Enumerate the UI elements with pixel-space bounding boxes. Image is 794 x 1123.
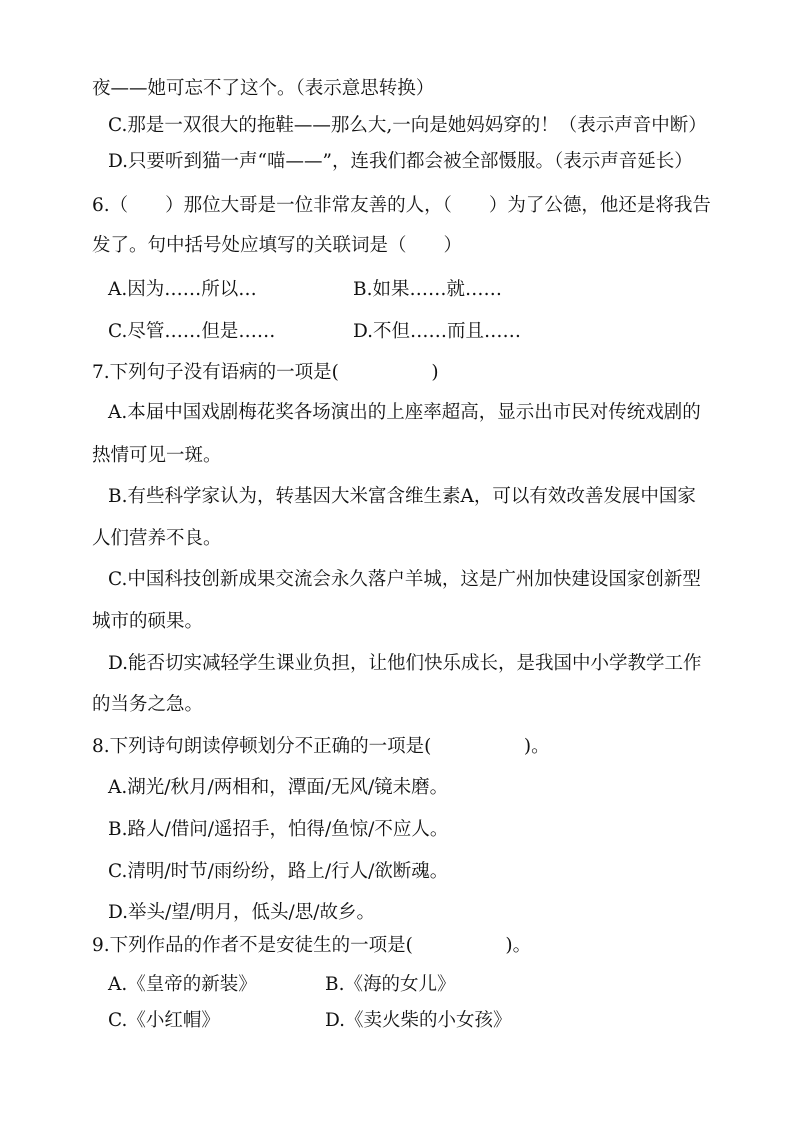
q9-stem: 9.下列作品的作者不是安徒生的一项是( )。 bbox=[92, 935, 532, 956]
q8-option-b: B.路人/借问/遥招手，怕得/鱼惊/不应人。 bbox=[108, 819, 449, 840]
q6-option-a: A.因为……所以… bbox=[108, 279, 257, 300]
q7-option-d-line-1: D.能否切实减轻学生课业负担，让他们快乐成长，是我国中小学教学工作 bbox=[108, 653, 702, 674]
q6-stem-line-1: 6.（ ）那位大哥是一位非常友善的人，（ ）为了公德，他还是将我告 bbox=[92, 195, 711, 216]
q6-option-c: C.尽管……但是…… bbox=[108, 321, 276, 342]
q9-option-c: C.《小红帽》 bbox=[108, 1010, 220, 1031]
q8-option-a: A.湖光/秋月/两相和，潭面/无风/镜未磨。 bbox=[108, 777, 449, 798]
q7-option-c-line-1: C.中国科技创新成果交流会永久落户羊城，这是广州加快建设国家创新型 bbox=[108, 569, 701, 590]
q7-option-a-line-1: A.本届中国戏剧梅花奖各场演出的上座率超高，显示出市民对传统戏剧的 bbox=[108, 402, 701, 423]
q8-option-d: D.举头/望/明月，低头/思/故乡。 bbox=[108, 902, 375, 923]
q7-option-c-line-2: 城市的硕果。 bbox=[92, 611, 204, 632]
q7-stem: 7.下列句子没有语病的一项是( ) bbox=[92, 362, 439, 383]
q9-option-b: B.《海的女儿》 bbox=[325, 974, 456, 995]
q7-option-a-line-2: 热情可见一斑。 bbox=[92, 445, 222, 466]
q5-option-c: C.那是一双很大的拖鞋——那么大,一向是她妈妈穿的！（表示声音中断） bbox=[108, 115, 707, 136]
q5-option-d: D.只要听到猫一声“喵——”，连我们都会被全部慑服。（表示声音延长） bbox=[108, 151, 693, 172]
q8-option-c: C.清明/时节/雨纷纷，路上/行人/欲断魂。 bbox=[108, 861, 449, 882]
q5-continuation-line: 夜——她可忘不了这个。（表示意思转换） bbox=[92, 78, 435, 99]
q9-option-a: A.《皇帝的新装》 bbox=[108, 974, 257, 995]
q6-option-d: D.不但……而且…… bbox=[353, 321, 522, 342]
q8-stem: 8.下列诗句朗读停顿划分不正确的一项是( )。 bbox=[92, 736, 550, 757]
q6-stem-line-2: 发了。句中括号处应填写的关联词是（ ） bbox=[92, 235, 463, 256]
q7-option-b-line-1: B.有些科学家认为，转基因大米富含维生素A，可以有效改善发展中国家 bbox=[108, 486, 696, 507]
q9-option-d: D.《卖火柴的小女孩》 bbox=[325, 1010, 512, 1031]
q7-option-d-line-2: 的当务之急。 bbox=[92, 694, 204, 715]
q6-option-b: B.如果……就…… bbox=[353, 279, 502, 300]
q7-option-b-line-2: 人们营养不良。 bbox=[92, 528, 222, 549]
